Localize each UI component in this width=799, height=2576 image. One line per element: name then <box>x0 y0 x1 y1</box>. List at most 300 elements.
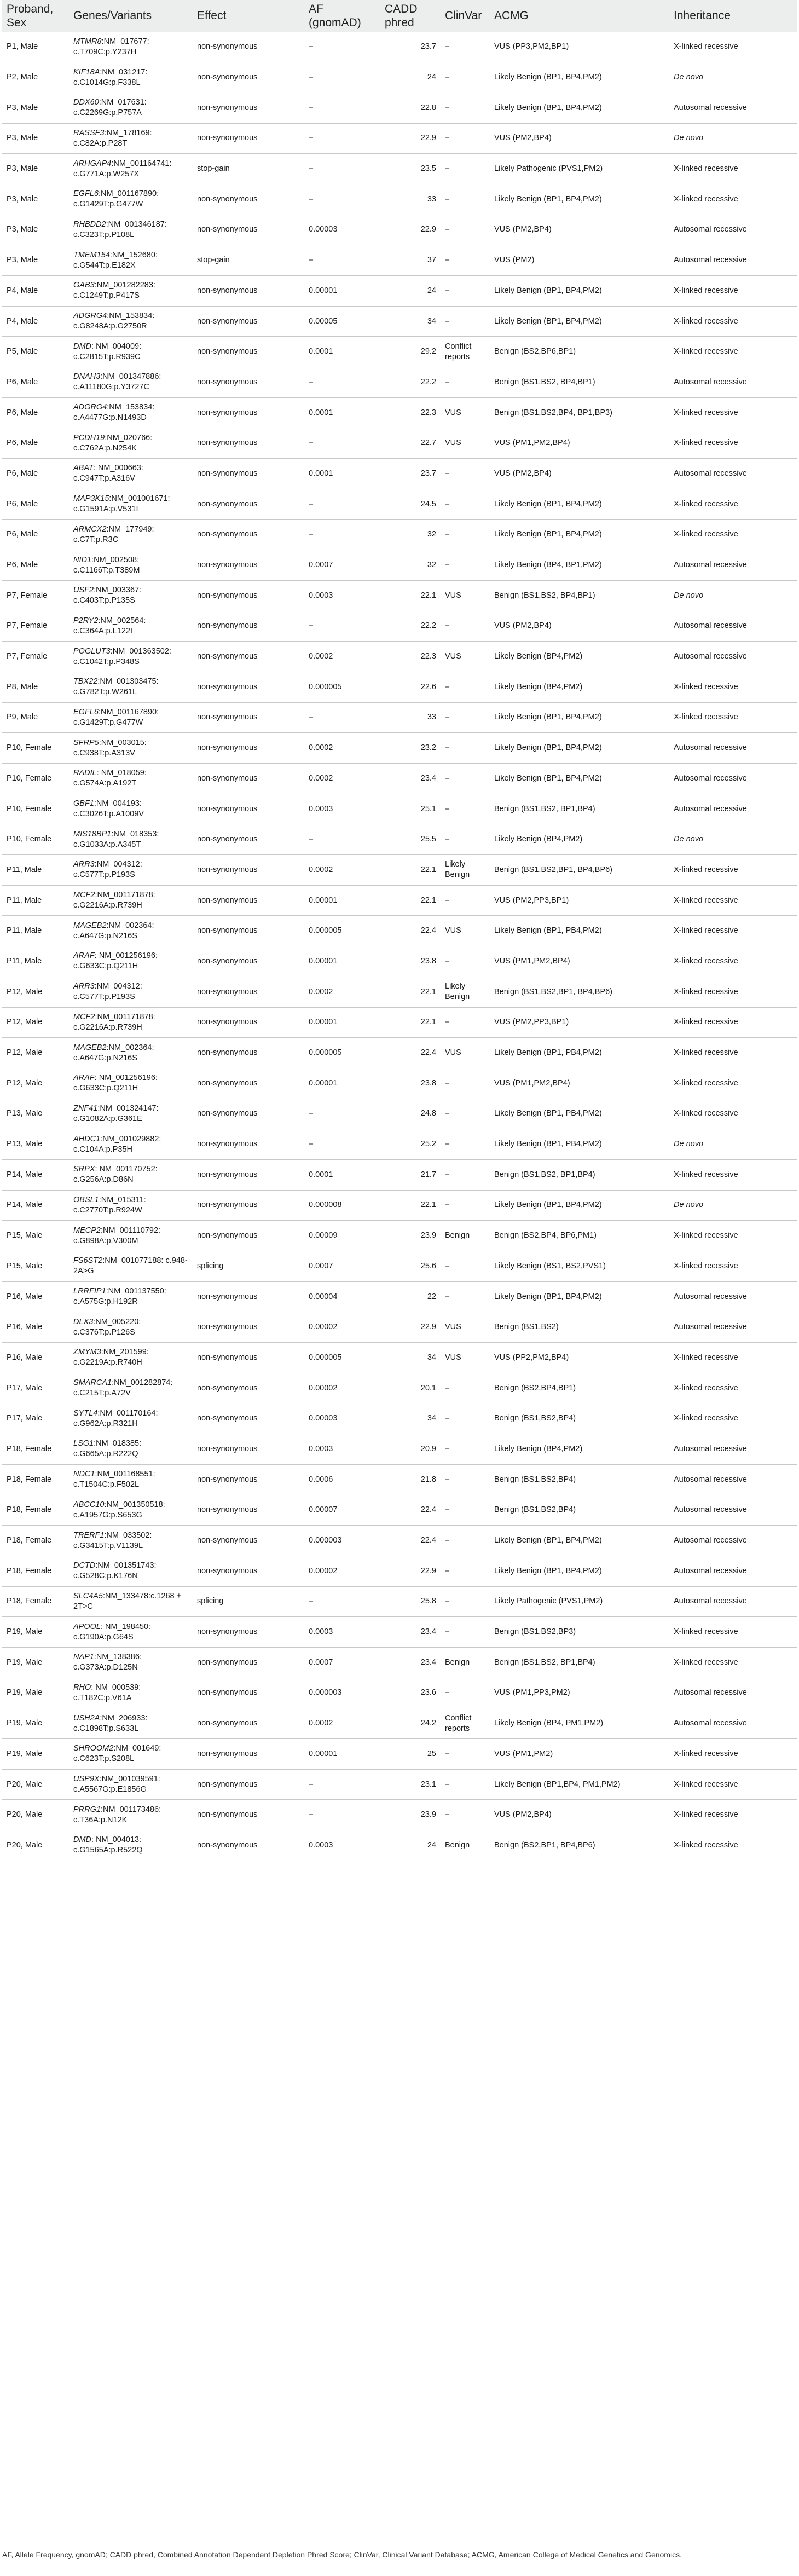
cadd-cell: 32 <box>427 530 436 539</box>
variant-notation: :NM_178169: c.C82A:p.P28T <box>73 128 152 148</box>
inheritance-cell: Autosomal recessive <box>674 561 747 570</box>
variant-notation: : NM_001256196: c.G633C:p.Q211H <box>73 951 158 971</box>
gene-variant-cell <box>69 1251 193 1282</box>
variant-notation: :NM_001171878: c.G2216A:p.R739H <box>73 891 155 910</box>
gene-variant-cell <box>69 154 193 184</box>
proband-cell: P6, Male <box>7 469 38 478</box>
cadd-cell: 25.5 <box>420 835 436 844</box>
gene-symbol: ARHGAP4 <box>73 159 112 168</box>
af-cell: 0.0002 <box>309 652 333 661</box>
variant-notation: : NM_000539: c.T182C:p.V61A <box>73 1683 141 1702</box>
gene-symbol: SHROOM2 <box>73 1744 114 1753</box>
af-cell: 0.0007 <box>309 1261 333 1270</box>
effect-cell: non-synonymous <box>197 1414 258 1423</box>
gene-symbol: RASSF3 <box>73 128 105 137</box>
variant-notation: :NM_020766: c.C762A:p.N254K <box>73 433 153 453</box>
cadd-cell: 23.7 <box>420 469 436 478</box>
variant-notation: :NM_003367: c.C403T:p.P135S <box>73 586 142 605</box>
acmg-cell: Likely Benign (BP1, BP4,PM2) <box>494 743 602 753</box>
clinvar-cell: Benign <box>445 1657 470 1667</box>
clinvar-cell: – <box>445 956 450 966</box>
gene-symbol: MAGEB2 <box>73 921 107 930</box>
cadd-cell: 33 <box>427 713 436 722</box>
proband-cell: P8, Male <box>7 682 38 691</box>
cadd-cell: 22.1 <box>420 896 436 905</box>
table-row <box>2 1251 797 1282</box>
gene-symbol: LRRFIP1 <box>73 1287 106 1296</box>
clinvar-cell: – <box>445 1109 450 1118</box>
clinvar-cell: – <box>445 1749 450 1758</box>
inheritance-cell: Autosomal recessive <box>674 743 747 753</box>
variant-notation: :NM_017677: c.T709C:p.Y237H <box>73 37 149 56</box>
inheritance-cell: Autosomal recessive <box>674 1536 747 1545</box>
effect-cell: non-synonymous <box>197 652 258 661</box>
inheritance-cell: Autosomal recessive <box>674 1597 747 1606</box>
inheritance-cell: Autosomal recessive <box>674 103 747 112</box>
af-cell: 0.0002 <box>309 987 333 996</box>
gene-variant-cell <box>69 1464 193 1495</box>
proband-cell: P11, Male <box>7 865 42 874</box>
cadd-cell: 22 <box>427 1292 436 1301</box>
proband-cell: P10, Female <box>7 743 52 753</box>
cadd-cell: 25.6 <box>420 1261 436 1270</box>
af-cell: 0.00002 <box>309 1566 338 1575</box>
table-row <box>2 428 797 459</box>
cadd-cell: 24.5 <box>420 499 436 509</box>
inheritance-cell: Autosomal recessive <box>674 256 747 265</box>
clinvar-cell: – <box>445 316 450 326</box>
af-cell: 0.000005 <box>309 1353 342 1362</box>
variant-notation: : NM_004009: c.C2815T:p.R939C <box>73 342 142 361</box>
cadd-cell: 21.8 <box>420 1475 436 1484</box>
proband-cell: P20, Male <box>7 1810 43 1820</box>
gene-symbol: OBSL1 <box>73 1195 99 1204</box>
af-cell: 0.0001 <box>309 408 333 417</box>
table-row <box>2 885 797 916</box>
clinvar-cell: – <box>445 1018 450 1027</box>
variant-notation: : NM_000663: c.C947T:p.A316V <box>73 464 143 483</box>
gene-symbol: POGLUT3 <box>73 646 111 656</box>
cadd-cell: 23.9 <box>420 1231 436 1240</box>
af-cell: – <box>309 256 314 265</box>
clinvar-cell: – <box>445 499 450 509</box>
proband-cell: P19, Male <box>7 1749 43 1758</box>
proband-cell: P3, Male <box>7 225 38 234</box>
inheritance-cell: Autosomal recessive <box>674 1505 747 1515</box>
af-cell: 0.00007 <box>309 1505 338 1515</box>
inheritance-cell: X-linked recessive <box>674 286 738 295</box>
gene-variant-cell <box>69 1708 193 1739</box>
af-cell: – <box>309 835 314 844</box>
variant-notation: :NM_001167890: c.G1429T:p.G477W <box>73 189 159 209</box>
clinvar-cell: – <box>445 1444 450 1453</box>
effect-cell: stop-gain <box>197 256 230 265</box>
inheritance-cell: X-linked recessive <box>674 164 738 174</box>
cadd-cell: 22.9 <box>420 134 436 143</box>
af-cell: 0.00003 <box>309 225 338 234</box>
gene-symbol: ADGRG4 <box>73 403 107 412</box>
gene-variant-cell <box>69 1617 193 1648</box>
effect-cell: non-synonymous <box>197 499 258 509</box>
variant-notation: :NM_033502: c.G3415T:p.V1139L <box>73 1530 152 1550</box>
gene-variant-cell <box>69 428 193 459</box>
af-cell: – <box>309 194 314 204</box>
cadd-cell: 25.1 <box>420 804 436 813</box>
table-row <box>2 1099 797 1129</box>
variant-notation: :NM_001347886: c.A11180G:p.Y3727C <box>73 372 161 392</box>
table-row <box>2 702 797 733</box>
cadd-cell: 23.9 <box>420 1810 436 1820</box>
variant-notation: : NM_001170752: c.G256A:p.D86N <box>73 1165 158 1185</box>
gene-variant-cell <box>69 276 193 307</box>
gene-variant-cell <box>69 946 193 977</box>
inheritance-cell: X-linked recessive <box>674 713 738 722</box>
inheritance-cell: Autosomal recessive <box>674 1719 747 1728</box>
gene-variant-cell <box>69 337 193 367</box>
clinvar-cell: VUS <box>445 591 461 600</box>
acmg-cell: Likely Benign (BP1, BP4,PM2) <box>494 1536 602 1545</box>
gene-symbol: DMD <box>73 342 92 351</box>
gene-symbol: SYTL4 <box>73 1408 98 1418</box>
acmg-cell: Likely Benign (BP1, BP4,PM2) <box>494 773 602 783</box>
clinvar-cell: – <box>445 713 450 722</box>
table-row <box>2 1526 797 1556</box>
acmg-cell: Benign (BS1,BS2, BP4,BP1) <box>494 377 595 386</box>
gene-variant-cell <box>69 1129 193 1160</box>
variant-notation: :NM_017631: c.C2269G:p.P757A <box>73 98 147 118</box>
variant-notation: :NM_001346187: c.C323T:p.P108L <box>73 220 167 239</box>
clinvar-cell: Likely Benign <box>445 982 470 1002</box>
clinvar-cell: Benign <box>445 1840 470 1850</box>
proband-cell: P3, Male <box>7 256 38 265</box>
clinvar-cell: – <box>445 377 450 386</box>
cadd-cell: 22.7 <box>420 438 436 448</box>
table-row <box>2 1007 797 1038</box>
acmg-cell: VUS (PP2,PM2,BP4) <box>494 1353 569 1362</box>
acmg-cell: VUS (PP3,PM2,BP1) <box>494 42 569 51</box>
af-cell: 0.0003 <box>309 1840 333 1850</box>
table-row <box>2 245 797 276</box>
acmg-cell: Benign (BS2,BP1, BP4,BP6) <box>494 1840 595 1850</box>
proband-cell: P1, Male <box>7 42 38 51</box>
gene-variant-cell <box>69 702 193 733</box>
clinvar-cell: – <box>445 1078 450 1088</box>
effect-cell: non-synonymous <box>197 1505 258 1515</box>
acmg-cell: Likely Benign (BP1, PB4,PM2) <box>494 1048 602 1058</box>
gene-variant-cell <box>69 855 193 886</box>
inheritance-cell: X-linked recessive <box>674 1109 738 1118</box>
effect-cell: non-synonymous <box>197 1018 258 1027</box>
inheritance-cell: X-linked recessive <box>674 1231 738 1240</box>
variant-notation: :NM_201599: c.G2219A:p.R740H <box>73 1348 149 1367</box>
acmg-cell: VUS (PM2) <box>494 256 535 265</box>
cadd-cell: 33 <box>427 194 436 204</box>
af-cell: – <box>309 134 314 143</box>
acmg-cell: Benign (BS1,BS2, BP1,BP4) <box>494 1170 595 1179</box>
af-cell: – <box>309 530 314 539</box>
gene-variant-cell <box>69 1495 193 1526</box>
cadd-cell: 22.8 <box>420 103 436 112</box>
effect-cell: non-synonymous <box>197 1566 258 1575</box>
af-cell: 0.0002 <box>309 1719 333 1728</box>
table-row <box>2 1464 797 1495</box>
gene-symbol: MECP2 <box>73 1226 101 1235</box>
inheritance-cell: Autosomal recessive <box>674 1475 747 1484</box>
inheritance-cell: X-linked recessive <box>674 316 738 326</box>
af-cell: – <box>309 377 314 386</box>
clinvar-cell: – <box>445 256 450 265</box>
proband-cell: P11, Male <box>7 956 42 966</box>
acmg-cell: Benign (BS1,BS2, BP1,BP4) <box>494 1657 595 1667</box>
gene-variant-cell <box>69 1038 193 1068</box>
inheritance-cell: X-linked recessive <box>674 682 738 691</box>
proband-cell: P6, Male <box>7 408 38 417</box>
table-row <box>2 1769 797 1800</box>
af-cell: – <box>309 1109 314 1118</box>
clinvar-cell: – <box>445 682 450 691</box>
proband-cell: P17, Male <box>7 1383 43 1393</box>
clinvar-cell: VUS <box>445 438 461 448</box>
proband-cell: P12, Male <box>7 1018 43 1027</box>
cadd-cell: 23.4 <box>420 1627 436 1637</box>
gene-symbol: DLX3 <box>73 1317 94 1326</box>
inheritance-cell: X-linked recessive <box>674 499 738 509</box>
variant-table-container <box>2 0 797 1861</box>
af-cell: 0.00005 <box>309 316 338 326</box>
af-cell: 0.0007 <box>309 561 333 570</box>
effect-cell: non-synonymous <box>197 316 258 326</box>
proband-cell: P19, Male <box>7 1627 43 1637</box>
af-cell: 0.000008 <box>309 1200 342 1210</box>
cadd-cell: 24.2 <box>420 1719 436 1728</box>
inheritance-cell: X-linked recessive <box>674 42 738 51</box>
gene-variant-cell <box>69 672 193 702</box>
af-cell: – <box>309 1140 314 1149</box>
effect-cell: non-synonymous <box>197 1048 258 1058</box>
effect-cell: non-synonymous <box>197 773 258 783</box>
inheritance-cell: X-linked recessive <box>674 1353 738 1362</box>
cadd-cell: 22.1 <box>420 1018 436 1027</box>
clinvar-cell: – <box>445 1140 450 1149</box>
clinvar-cell: – <box>445 896 450 905</box>
acmg-cell: Likely Benign (BP1, PB4,PM2) <box>494 926 602 935</box>
inheritance-cell: Autosomal recessive <box>674 469 747 478</box>
gene-symbol: MAP3K15 <box>73 494 109 504</box>
variant-notation: :NM_001164741: c.G771A:p.W257X <box>73 159 172 178</box>
proband-cell: P6, Male <box>7 530 38 539</box>
effect-cell: non-synonymous <box>197 1444 258 1453</box>
gene-symbol: NDC1 <box>73 1470 95 1479</box>
table-row <box>2 1373 797 1403</box>
table-row <box>2 184 797 215</box>
gene-symbol: DDX60 <box>73 98 99 107</box>
effect-cell: splicing <box>197 1597 224 1606</box>
inheritance-cell: X-linked recessive <box>674 865 738 874</box>
proband-cell: P10, Female <box>7 773 52 783</box>
af-cell: 0.0002 <box>309 743 333 753</box>
af-cell: 0.00004 <box>309 1292 338 1301</box>
inheritance-cell: X-linked recessive <box>674 1078 738 1088</box>
variant-notation: :NM_002508: c.C1166T:p.T389M <box>73 555 140 575</box>
effect-cell: non-synonymous <box>197 621 258 631</box>
gene-variant-cell <box>69 184 193 215</box>
gene-symbol: ZMYM3 <box>73 1348 101 1357</box>
inheritance-cell: Autosomal recessive <box>674 621 747 631</box>
cadd-cell: 24 <box>427 286 436 295</box>
table-row <box>2 32 797 62</box>
inheritance-cell: Autosomal recessive <box>674 1566 747 1575</box>
clinvar-cell: VUS <box>445 1353 461 1362</box>
effect-cell: non-synonymous <box>197 1140 258 1149</box>
clinvar-cell: Likely Benign <box>445 860 470 880</box>
gene-symbol: ADGRG4 <box>73 311 107 321</box>
acmg-cell: VUS (PM2,PP3,BP1) <box>494 1018 569 1027</box>
clinvar-cell: – <box>445 1383 450 1393</box>
cadd-cell: 22.4 <box>420 926 436 935</box>
proband-cell: P17, Male <box>7 1414 43 1423</box>
proband-cell: P10, Female <box>7 835 52 844</box>
clinvar-cell: – <box>445 194 450 204</box>
cadd-cell: 37 <box>427 256 436 265</box>
table-row <box>2 276 797 307</box>
acmg-cell: Benign (BS1,BS2,BP3) <box>494 1627 576 1637</box>
effect-cell: non-synonymous <box>197 1536 258 1545</box>
acmg-cell: Likely Benign (BP1, BP4,PM2) <box>494 73 602 82</box>
proband-cell: P11, Male <box>7 896 42 905</box>
header-acmg: ACMG <box>494 9 529 22</box>
clinvar-cell: – <box>445 1414 450 1423</box>
header-clinvar: ClinVar <box>445 9 482 22</box>
table-row <box>2 916 797 946</box>
clinvar-cell: – <box>445 1810 450 1820</box>
gene-symbol: FS6ST2 <box>73 1256 103 1266</box>
gene-variant-cell <box>69 1647 193 1678</box>
table-row <box>2 154 797 184</box>
gene-variant-cell <box>69 1800 193 1830</box>
cadd-cell: 23.8 <box>420 1078 436 1088</box>
proband-cell: P3, Male <box>7 164 38 174</box>
effect-cell: non-synonymous <box>197 530 258 539</box>
header-af: AF (gnomAD) <box>309 2 361 29</box>
variant-notation: :NM_002564: c.C364A:p.L122I <box>73 616 146 636</box>
acmg-cell: Likely Benign (BP1, BP4,PM2) <box>494 530 602 539</box>
effect-cell: splicing <box>197 1261 224 1270</box>
inheritance-cell: De novo <box>674 1200 704 1210</box>
effect-cell: non-synonymous <box>197 743 258 753</box>
proband-cell: P18, Female <box>7 1566 52 1575</box>
acmg-cell: VUS (PM2,BP4) <box>494 469 552 478</box>
gene-symbol: GBF1 <box>73 799 94 808</box>
effect-cell: non-synonymous <box>197 1840 258 1850</box>
table-row <box>2 1830 797 1861</box>
variant-notation: :NM_031217: c.C1014G:p.F338L <box>73 67 148 87</box>
inheritance-cell: X-linked recessive <box>674 1170 738 1179</box>
gene-variant-cell <box>69 123 193 154</box>
inheritance-cell: X-linked recessive <box>674 987 738 996</box>
proband-cell: P20, Male <box>7 1840 43 1850</box>
table-footnote: AF, Allele Frequency, gnomAD; CADD phred, Combined Annotation Dependent Depletion Phred Score; ClinVar, Clinical Variant Database; ACMG, American College of Medical Genetics and Genomics. <box>2 2550 682 2559</box>
af-cell: 0.00001 <box>309 1749 338 1758</box>
gene-variant-cell <box>69 1159 193 1190</box>
af-cell: 0.0001 <box>309 1170 333 1179</box>
table-row <box>2 1739 797 1770</box>
effect-cell: non-synonymous <box>197 1475 258 1484</box>
gene-variant-cell <box>69 885 193 916</box>
gene-symbol: ZNF41 <box>73 1104 98 1113</box>
clinvar-cell: – <box>445 1627 450 1637</box>
gene-symbol: USH2A <box>73 1713 100 1723</box>
proband-cell: P13, Male <box>7 1140 43 1149</box>
gene-symbol: MTMR8 <box>73 37 102 46</box>
variant-notation: :NM_001170164: c.G962A:p.R321H <box>73 1408 158 1428</box>
table-row <box>2 367 797 398</box>
af-cell: 0.00001 <box>309 1018 338 1027</box>
acmg-cell: VUS (PM2,BP4) <box>494 134 552 143</box>
af-cell: 0.000003 <box>309 1688 342 1697</box>
table-row <box>2 1708 797 1739</box>
gene-symbol: RHO <box>73 1683 91 1692</box>
af-cell: 0.0001 <box>309 469 333 478</box>
acmg-cell: Benign (BS1,BS2,BP4) <box>494 1505 576 1515</box>
gene-variant-cell <box>69 1281 193 1312</box>
effect-cell: non-synonymous <box>197 1657 258 1667</box>
acmg-cell: VUS (PM1,PM2) <box>494 1749 553 1758</box>
table-row <box>2 611 797 642</box>
table-row <box>2 1221 797 1251</box>
table-row <box>2 794 797 824</box>
variant-notation: : NM_004013: c.G1565A:p.R522Q <box>73 1835 143 1855</box>
table-row <box>2 62 797 93</box>
variant-notation: :NM_206933: c.C1898T:p.S633L <box>73 1713 148 1733</box>
af-cell: – <box>309 713 314 722</box>
clinvar-cell: – <box>445 286 450 295</box>
table-row <box>2 977 797 1007</box>
gene-variant-cell <box>69 306 193 337</box>
proband-cell: P19, Male <box>7 1688 43 1697</box>
table-row <box>2 1403 797 1434</box>
effect-cell: non-synonymous <box>197 377 258 386</box>
table-row <box>2 855 797 886</box>
header-proband: Proband, Sex <box>7 2 54 29</box>
gene-variant-cell <box>69 1221 193 1251</box>
table-row <box>2 519 797 550</box>
cadd-cell: 29.2 <box>420 347 436 356</box>
af-cell: – <box>309 1780 314 1789</box>
inheritance-cell: X-linked recessive <box>674 1749 738 1758</box>
af-cell: 0.0003 <box>309 1444 333 1453</box>
table-row <box>2 824 797 855</box>
clinvar-cell: – <box>445 103 450 112</box>
effect-cell: non-synonymous <box>197 73 258 82</box>
variant-notation: : NM_001256196: c.G633C:p.Q211H <box>73 1073 158 1093</box>
cadd-cell: 24.8 <box>420 1109 436 1118</box>
af-cell: – <box>309 164 314 174</box>
proband-cell: P18, Female <box>7 1536 52 1545</box>
cadd-cell: 23.4 <box>420 1657 436 1667</box>
af-cell: 0.0003 <box>309 804 333 813</box>
gene-variant-cell <box>69 215 193 245</box>
proband-cell: P4, Male <box>7 316 38 326</box>
proband-cell: P16, Male <box>7 1353 43 1362</box>
clinvar-cell: VUS <box>445 1322 461 1332</box>
cadd-cell: 20.9 <box>420 1444 436 1453</box>
cadd-cell: 24 <box>427 1840 436 1850</box>
af-cell: 0.0003 <box>309 1627 333 1637</box>
table-row <box>2 1159 797 1190</box>
table-row <box>2 1038 797 1068</box>
af-cell: 0.00001 <box>309 956 338 966</box>
gene-symbol: SMARCA1 <box>73 1378 112 1388</box>
